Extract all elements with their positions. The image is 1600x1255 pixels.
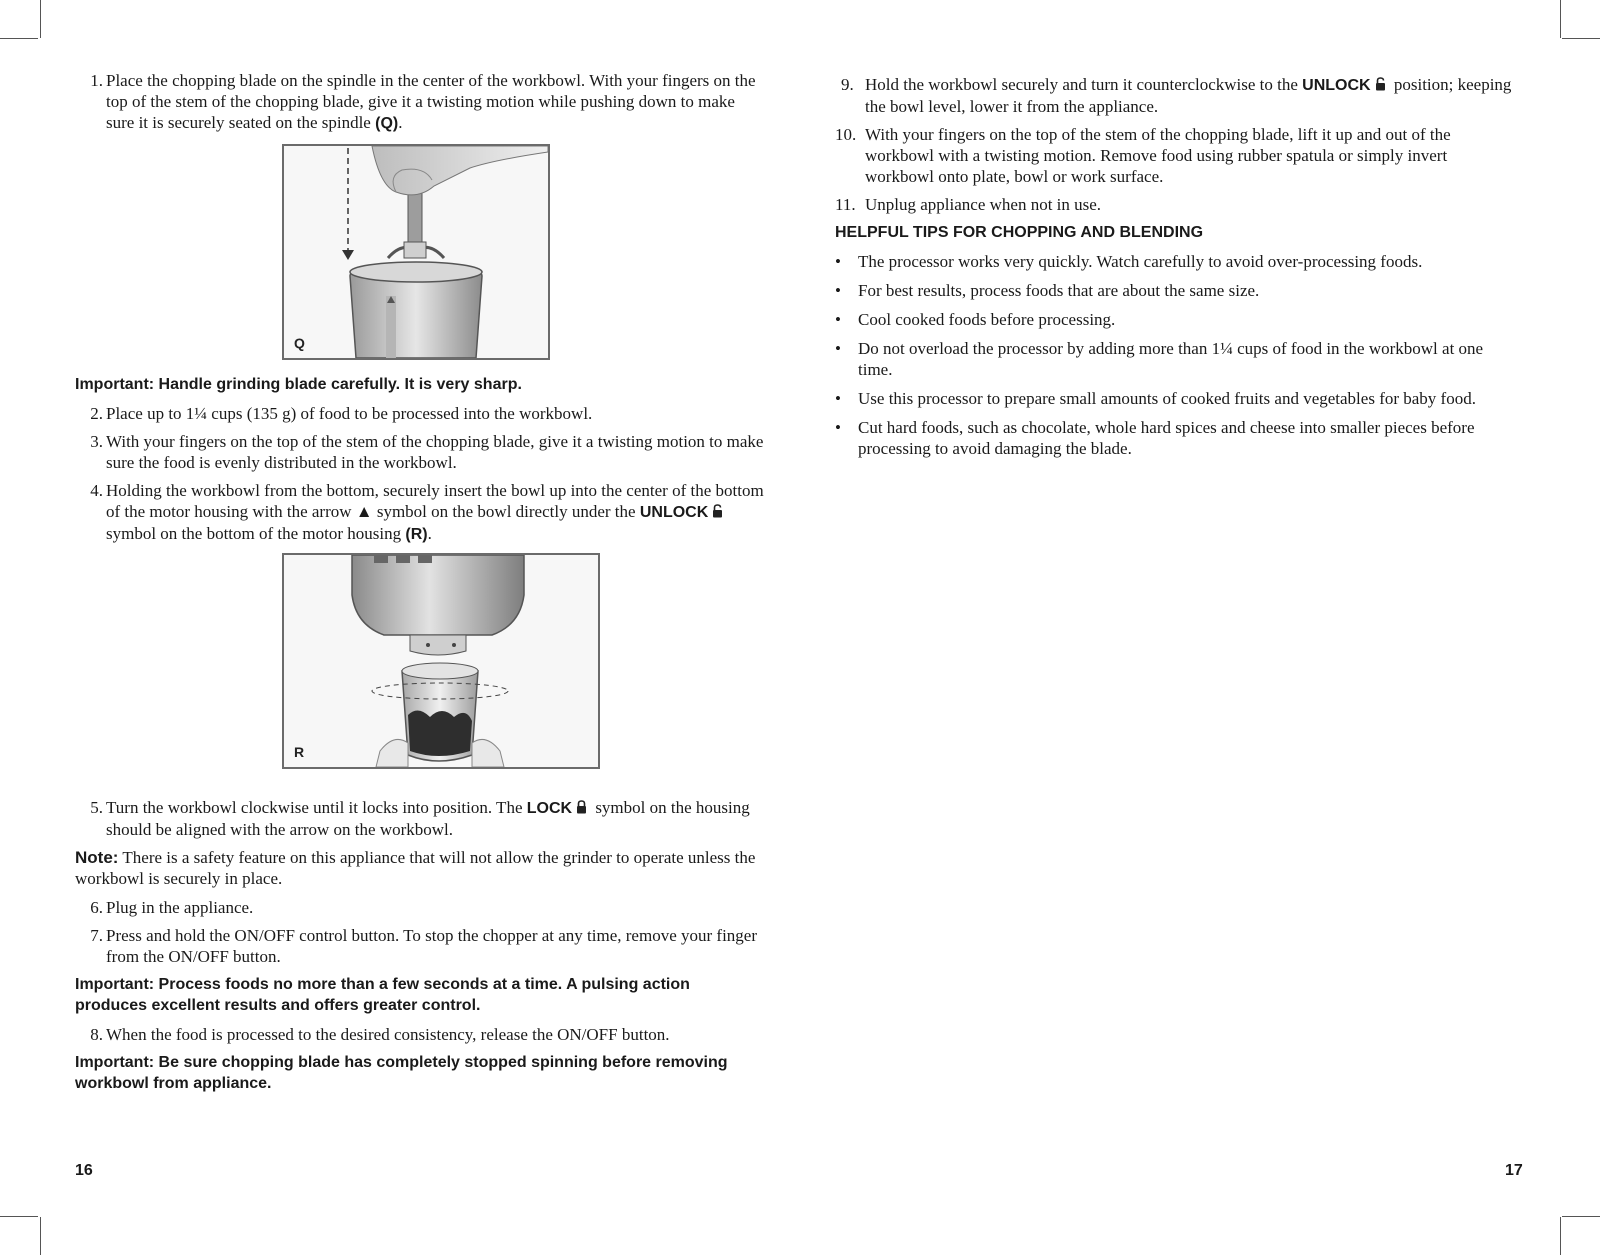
tips-heading: HELPFUL TIPS FOR CHOPPING AND BLENDING bbox=[835, 224, 1204, 241]
tip-text: Use this processor to prepare small amounts of cooked fruits and vegetables for baby food. bbox=[858, 389, 1476, 408]
unlock-keyword: UNLOCK bbox=[1302, 77, 1371, 94]
crop-mark bbox=[40, 0, 41, 38]
figure-ref: (Q) bbox=[375, 115, 399, 132]
bullet-icon: • bbox=[835, 339, 841, 358]
bullet-icon: • bbox=[835, 281, 841, 300]
step-1 bbox=[75, 70, 765, 134]
crop-mark bbox=[0, 38, 38, 39]
step-6 bbox=[75, 897, 765, 918]
step-text-end: . bbox=[398, 113, 403, 132]
tip-item bbox=[835, 280, 1515, 301]
bullet-icon: • bbox=[835, 389, 841, 408]
step-text: Plug in the appliance. bbox=[106, 898, 254, 917]
step-number: 10. bbox=[835, 125, 857, 144]
unlock-icon bbox=[1375, 77, 1386, 91]
safety-note bbox=[75, 847, 765, 889]
step-3 bbox=[75, 431, 765, 473]
step-number: 8. bbox=[90, 1025, 103, 1044]
crop-mark bbox=[0, 1216, 38, 1217]
lock-icon bbox=[576, 800, 587, 814]
unlock-keyword: UNLOCK bbox=[639, 504, 709, 521]
step-text: When the food is processed to the desired consistency, release the ON/OFF button. bbox=[106, 1025, 670, 1044]
step-number: 3. bbox=[90, 432, 103, 451]
figure-label: Q bbox=[294, 335, 305, 351]
crop-mark bbox=[1560, 1217, 1561, 1255]
step-text: Unplug appliance when not in use. bbox=[865, 195, 1102, 214]
lock-keyword: LOCK bbox=[526, 800, 573, 817]
note-label: Note: bbox=[75, 848, 119, 867]
tip-text: For best results, process foods that are about the same size. bbox=[858, 281, 1260, 300]
step-text: symbol on the housing should be aligned with the arrow on the workbowl. bbox=[106, 798, 750, 839]
important-note: Important: Process foods no more than a few seconds at a time. A pulsing action produces excellent results and offers greater control. bbox=[75, 976, 690, 1014]
step-number: 6. bbox=[90, 898, 103, 917]
figure-ref: (R) bbox=[405, 526, 428, 543]
page-number-right: 17 bbox=[1505, 1162, 1523, 1179]
crop-mark bbox=[1560, 0, 1561, 38]
tips-list bbox=[835, 251, 1515, 459]
bullet-icon: • bbox=[835, 252, 841, 271]
step-2 bbox=[75, 403, 765, 424]
crop-mark bbox=[40, 1217, 41, 1255]
bowl-insertion-illustration bbox=[284, 555, 598, 767]
right-page bbox=[835, 70, 1515, 467]
left-page bbox=[75, 70, 765, 1102]
step-text: With your fingers on the top of the stem of the chopping blade, give it a twisting motion to make sure the food is evenly distributed in the workbowl. bbox=[106, 432, 764, 472]
important-note: Important: Handle grinding blade carefully. It is very sharp. bbox=[75, 376, 522, 393]
tip-text: Cut hard foods, such as chocolate, whole hard spices and cheese into smaller pieces before processing to avoid damaging the blade. bbox=[858, 418, 1475, 458]
step-7 bbox=[75, 925, 765, 967]
step-text: symbol on the bottom of the motor housing bbox=[106, 524, 406, 543]
step-text: Place the chopping blade on the spindle in the center of the workbowl. With your fingers on the top of the stem of the chopping blade, give it a twisting motion while pushing down to make sure it is securely seated on the spindle bbox=[106, 71, 756, 132]
step-9 bbox=[835, 74, 1515, 117]
tip-text: Do not overload the processor by adding more than 1¼ cups of food in the workbowl at one time. bbox=[858, 339, 1484, 379]
tip-text: The processor works very quickly. Watch carefully to avoid over-processing foods. bbox=[858, 252, 1423, 271]
blade-insertion-illustration bbox=[284, 146, 548, 358]
bullet-icon: • bbox=[835, 310, 841, 329]
important-note: Important: Be sure chopping blade has completely stopped spinning before removing workbowl from appliance. bbox=[75, 1054, 728, 1092]
step-number: 9. bbox=[841, 75, 854, 94]
step-5 bbox=[75, 797, 765, 840]
step-text: Holding the workbowl from the bottom, securely insert the bowl up into the center of the bottom of the motor housing with the arrow ▲ symbol on the bowl directly under the bbox=[106, 481, 764, 521]
step-text: Hold the workbowl securely and turn it counterclockwise to the bbox=[865, 75, 1303, 94]
step-number: 1. bbox=[90, 71, 103, 90]
tip-item bbox=[835, 251, 1515, 272]
step-number: 5. bbox=[90, 798, 103, 817]
step-4 bbox=[75, 480, 765, 545]
step-text: Turn the workbowl clockwise until it locks into position. The bbox=[106, 798, 527, 817]
figure-label: R bbox=[294, 744, 305, 760]
step-text-end: . bbox=[427, 524, 432, 543]
bullet-icon: • bbox=[835, 418, 841, 437]
step-text: Place up to 1¼ cups (135 g) of food to be processed into the workbowl. bbox=[106, 404, 593, 423]
crop-mark bbox=[1562, 38, 1600, 39]
step-text: With your fingers on the top of the stem of the chopping blade, lift it up and out of the workbowl with a twisting motion. Remove food using rubber spatula or simply invert workbowl onto plate, bowl or work surface. bbox=[865, 125, 1451, 186]
step-text: Press and hold the ON/OFF control button. To stop the chopper at any time, remove your finger from the ON/OFF button. bbox=[106, 926, 757, 966]
page-number-left: 16 bbox=[75, 1162, 93, 1179]
crop-mark bbox=[1562, 1216, 1600, 1217]
step-number: 2. bbox=[90, 404, 103, 423]
step-8 bbox=[75, 1024, 765, 1045]
tip-text: Cool cooked foods before processing. bbox=[858, 310, 1116, 329]
note-text: There is a safety feature on this appliance that will not allow the grinder to operate unless the workbowl is securely in place. bbox=[75, 848, 756, 888]
figure-q bbox=[282, 144, 550, 360]
tip-item bbox=[835, 309, 1515, 330]
step-10 bbox=[835, 124, 1515, 187]
tip-item bbox=[835, 417, 1515, 459]
unlock-icon bbox=[712, 504, 723, 518]
step-11 bbox=[835, 194, 1515, 215]
step-number: 4. bbox=[90, 481, 103, 500]
step-number: 7. bbox=[90, 926, 103, 945]
step-text: position; keeping the bowl level, lower it from the appliance. bbox=[865, 75, 1512, 116]
step-number: 11. bbox=[835, 195, 856, 214]
tip-item bbox=[835, 338, 1515, 380]
tip-item bbox=[835, 388, 1515, 409]
figure-r bbox=[282, 553, 600, 769]
